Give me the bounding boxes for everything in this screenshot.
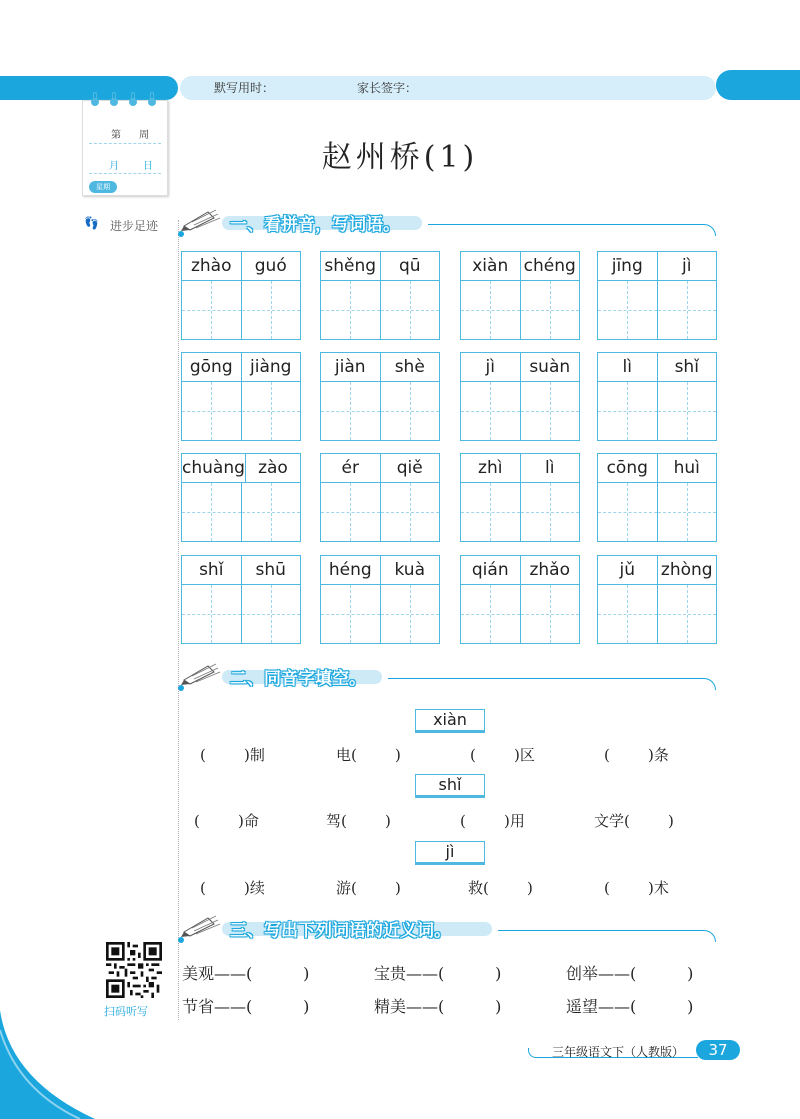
pencil-icon bbox=[178, 914, 224, 938]
pinyin-syllable: shǐ bbox=[657, 353, 717, 381]
writing-grid bbox=[597, 585, 717, 644]
pinyin-syllable: ér bbox=[341, 458, 359, 478]
writing-cell[interactable] bbox=[241, 382, 301, 440]
writing-cell[interactable] bbox=[657, 585, 717, 643]
writing-cell[interactable] bbox=[380, 382, 440, 440]
writing-cell[interactable] bbox=[182, 483, 241, 541]
writing-cell[interactable] bbox=[520, 585, 580, 643]
homophone-pinyin: jì bbox=[415, 841, 485, 865]
writing-cell[interactable] bbox=[461, 585, 520, 643]
pinyin-syllable: suàn bbox=[520, 353, 580, 381]
pinyin-row bbox=[460, 352, 580, 382]
pinyin-row bbox=[181, 453, 301, 483]
writing-cell[interactable] bbox=[598, 382, 657, 440]
synonym-item[interactable]: 精美——( ) bbox=[374, 997, 502, 1016]
pinyin-syllable: zhǎo bbox=[520, 556, 580, 584]
word-box bbox=[181, 453, 301, 542]
word-box bbox=[181, 352, 301, 441]
pinyin-syllable: héng bbox=[328, 560, 372, 580]
pinyin-syllable: qiě bbox=[380, 454, 440, 482]
word-box bbox=[460, 555, 580, 644]
pinyin-syllable: chéng bbox=[520, 252, 580, 280]
pinyin-syllable: jīng bbox=[611, 256, 643, 276]
pencil-icon bbox=[178, 662, 224, 686]
word-box bbox=[597, 555, 717, 644]
writing-cell[interactable] bbox=[657, 281, 717, 339]
pencil-icon bbox=[178, 208, 224, 232]
binder-ring bbox=[128, 92, 138, 106]
writing-cell[interactable] bbox=[657, 382, 717, 440]
writing-grid bbox=[320, 483, 440, 542]
pinyin-syllable: cōng bbox=[606, 458, 648, 478]
qr-label: 扫码听写 bbox=[104, 1005, 148, 1018]
pinyin-syllable: shè bbox=[380, 353, 440, 381]
word-box bbox=[597, 352, 717, 441]
binder-ring bbox=[90, 92, 100, 106]
pinyin-row bbox=[460, 555, 580, 585]
margin-guide bbox=[178, 220, 179, 1020]
qr-code[interactable] bbox=[106, 942, 162, 998]
fill-blank[interactable]: ( )区 bbox=[470, 746, 535, 764]
fill-blank[interactable]: 救( ) bbox=[468, 879, 533, 897]
binder-ring bbox=[147, 92, 157, 106]
pinyin-syllable: shěng bbox=[324, 256, 377, 276]
writing-grid bbox=[460, 483, 580, 542]
fill-blank[interactable]: 文学( ) bbox=[594, 812, 674, 830]
writing-cell[interactable] bbox=[380, 585, 440, 643]
pinyin-syllable: lì bbox=[622, 357, 632, 377]
pinyin-row bbox=[597, 352, 717, 382]
pinyin-syllable: qián bbox=[471, 560, 509, 580]
fill-blank[interactable]: ( )命 bbox=[194, 812, 259, 830]
writing-cell[interactable] bbox=[182, 585, 241, 643]
word-box bbox=[181, 555, 301, 644]
word-box bbox=[597, 251, 717, 340]
writing-grid bbox=[320, 585, 440, 644]
fill-blank[interactable]: ( )用 bbox=[460, 812, 525, 830]
writing-grid bbox=[597, 483, 717, 542]
writing-grid bbox=[460, 382, 580, 441]
fill-blank[interactable]: 驾( ) bbox=[326, 812, 391, 830]
binder-ring bbox=[109, 92, 119, 106]
week-prefix: 第 bbox=[111, 130, 121, 141]
pinyin-row bbox=[181, 555, 301, 585]
pinyin-row bbox=[320, 453, 440, 483]
pinyin-syllable: zhào bbox=[190, 256, 232, 276]
parent-signature-label: 家长签字： bbox=[357, 81, 418, 95]
fill-blank[interactable]: ( )术 bbox=[604, 879, 669, 897]
pinyin-row bbox=[320, 352, 440, 382]
pinyin-syllable: qū bbox=[380, 252, 440, 280]
writing-grid bbox=[460, 281, 580, 340]
writing-grid bbox=[320, 382, 440, 441]
pinyin-syllable: gōng bbox=[189, 357, 233, 377]
pinyin-syllable: jì bbox=[657, 252, 717, 280]
writing-grid bbox=[181, 281, 301, 340]
fill-blank[interactable]: ( )条 bbox=[604, 746, 669, 764]
fill-blank[interactable]: 游( ) bbox=[336, 879, 401, 897]
pinyin-row bbox=[320, 251, 440, 281]
writing-grid bbox=[597, 382, 717, 441]
fill-blank[interactable]: 电( ) bbox=[336, 746, 401, 764]
writing-cell[interactable] bbox=[520, 382, 580, 440]
page-title: 赵州桥(1) bbox=[321, 140, 479, 175]
section-title-3: 三、写出下列词语的近义词。 bbox=[230, 921, 451, 941]
pinyin-syllable: zào bbox=[245, 454, 300, 482]
page-number: 37 bbox=[696, 1040, 740, 1060]
word-box bbox=[460, 251, 580, 340]
pinyin-syllable: huì bbox=[657, 454, 717, 482]
section-header-1 bbox=[178, 208, 718, 235]
writing-grid bbox=[181, 382, 301, 441]
pinyin-syllable: guó bbox=[241, 252, 301, 280]
pinyin-row bbox=[460, 453, 580, 483]
writing-cell[interactable] bbox=[182, 382, 241, 440]
word-box bbox=[460, 352, 580, 441]
writing-cell[interactable] bbox=[520, 483, 580, 541]
section-header-3 bbox=[178, 914, 718, 941]
month-label: 月 bbox=[109, 161, 119, 172]
pinyin-syllable: chuàng bbox=[182, 458, 245, 478]
pinyin-syllable: shǐ bbox=[199, 560, 224, 580]
writing-cell[interactable] bbox=[241, 281, 301, 339]
section-title-2: 二、同音字填空。 bbox=[230, 669, 366, 689]
writing-cell[interactable] bbox=[241, 483, 301, 541]
writing-cell[interactable] bbox=[461, 382, 520, 440]
pinyin-syllable: shū bbox=[241, 556, 301, 584]
word-box bbox=[320, 352, 440, 441]
pinyin-row bbox=[597, 555, 717, 585]
synonym-item[interactable]: 创举——( ) bbox=[566, 964, 694, 983]
writing-cell[interactable] bbox=[321, 585, 380, 643]
progress-label: 进步足迹 bbox=[110, 219, 159, 233]
writing-cell[interactable] bbox=[380, 483, 440, 541]
writing-cell[interactable] bbox=[321, 483, 380, 541]
synonym-item[interactable]: 遥望——( ) bbox=[566, 997, 694, 1016]
pinyin-row bbox=[597, 453, 717, 483]
writing-cell[interactable] bbox=[461, 483, 520, 541]
writing-cell[interactable] bbox=[241, 585, 301, 643]
dictation-time-label: 默写用时： bbox=[214, 81, 275, 95]
homophone-pinyin: xiàn bbox=[415, 709, 485, 733]
synonym-item[interactable]: 节省——( ) bbox=[182, 997, 310, 1016]
pinyin-syllable: zhì bbox=[478, 458, 503, 478]
writing-cell[interactable] bbox=[598, 281, 657, 339]
pinyin-syllable: jì bbox=[485, 357, 495, 377]
header-band-right bbox=[716, 70, 800, 100]
corner-decoration bbox=[0, 1010, 100, 1119]
day-label: 日 bbox=[143, 161, 153, 172]
writing-cell[interactable] bbox=[321, 382, 380, 440]
writing-cell[interactable] bbox=[321, 281, 380, 339]
writing-cell[interactable] bbox=[598, 483, 657, 541]
synonym-item[interactable]: 宝贵——( ) bbox=[374, 964, 502, 983]
pinyin-syllable: kuà bbox=[380, 556, 440, 584]
pinyin-row bbox=[597, 251, 717, 281]
pinyin-syllable: jiàn bbox=[334, 357, 366, 377]
week-suffix: 周 bbox=[139, 130, 149, 141]
writing-grid bbox=[181, 483, 301, 542]
word-box bbox=[597, 453, 717, 542]
pinyin-syllable: lì bbox=[520, 454, 580, 482]
writing-cell[interactable] bbox=[380, 281, 440, 339]
footprint-icon: 👣 bbox=[84, 216, 99, 230]
pinyin-syllable: jǔ bbox=[619, 560, 635, 580]
synonym-item[interactable]: 美观——( ) bbox=[182, 964, 310, 983]
word-box bbox=[181, 251, 301, 340]
writing-grid bbox=[460, 585, 580, 644]
book-title: 三年级语文下（人教版） bbox=[552, 1045, 685, 1059]
word-box bbox=[320, 453, 440, 542]
weekday-badge: 星期 bbox=[89, 181, 117, 193]
pinyin-row bbox=[320, 555, 440, 585]
fill-blank[interactable]: ( )续 bbox=[200, 879, 265, 897]
pinyin-row bbox=[181, 251, 301, 281]
writing-cell[interactable] bbox=[461, 281, 520, 339]
writing-cell[interactable] bbox=[520, 281, 580, 339]
pinyin-row bbox=[181, 352, 301, 382]
section-title-1: 一、看拼音，写词语。 bbox=[230, 215, 400, 235]
writing-grid bbox=[181, 585, 301, 644]
writing-cell[interactable] bbox=[657, 483, 717, 541]
pinyin-syllable: jiàng bbox=[241, 353, 301, 381]
pinyin-syllable: zhòng bbox=[657, 556, 717, 584]
writing-cell[interactable] bbox=[182, 281, 241, 339]
word-box bbox=[320, 555, 440, 644]
writing-grid bbox=[597, 281, 717, 340]
word-box bbox=[320, 251, 440, 340]
writing-cell[interactable] bbox=[598, 585, 657, 643]
section-header-2 bbox=[178, 662, 718, 689]
pinyin-row bbox=[460, 251, 580, 281]
fill-blank[interactable]: ( )制 bbox=[200, 746, 265, 764]
writing-grid bbox=[320, 281, 440, 340]
pinyin-syllable: xiàn bbox=[472, 256, 509, 276]
word-box bbox=[460, 453, 580, 542]
homophone-pinyin: shǐ bbox=[415, 774, 485, 798]
